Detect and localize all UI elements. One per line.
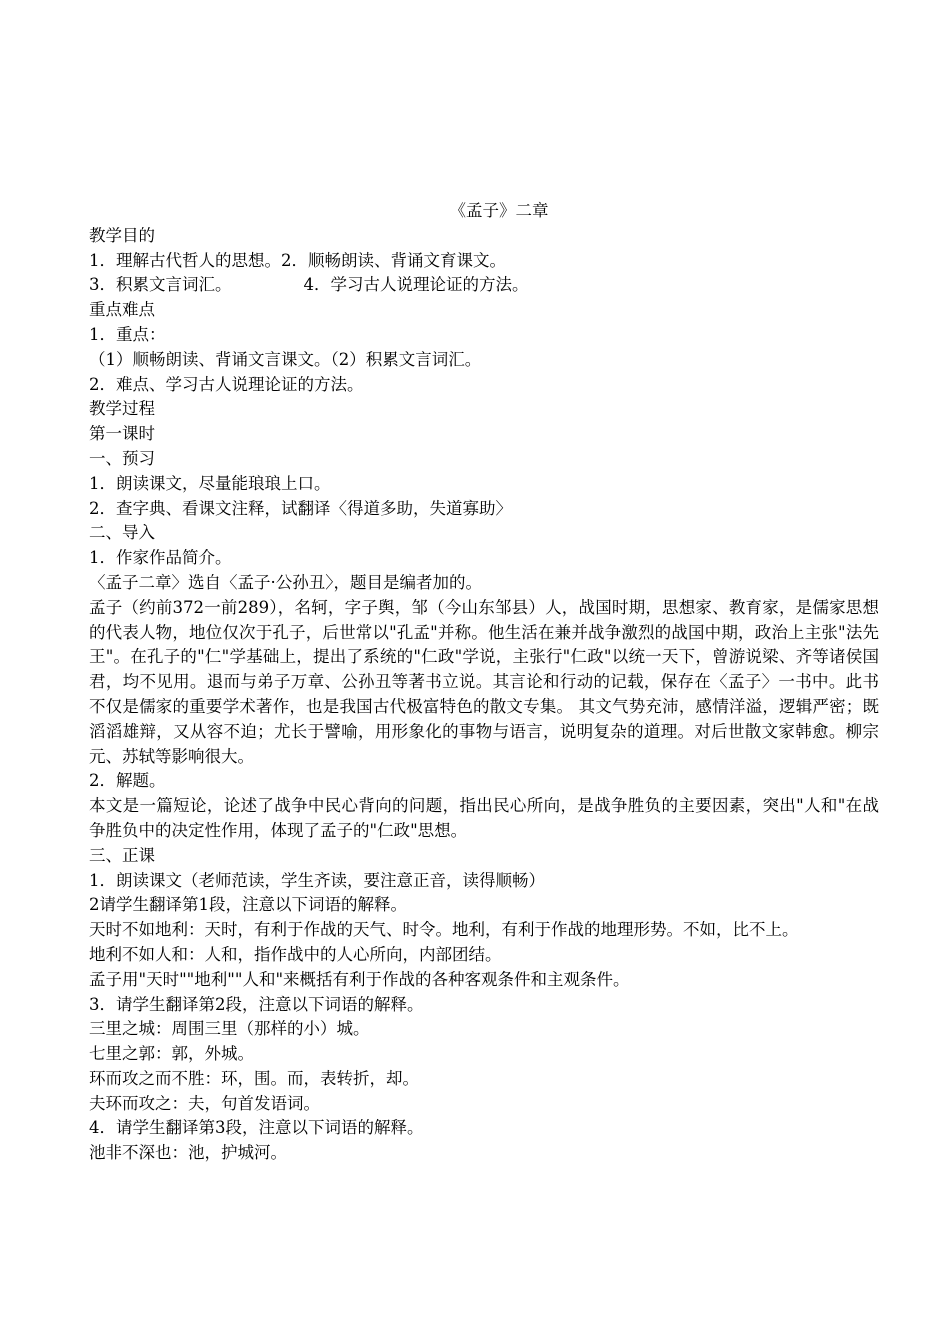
lesson-step-4: 4．请学生翻译第3段，注意以下词语的解释。: [89, 1118, 424, 1138]
vocab-note-8: 池非不深也：池，护城河。: [89, 1143, 287, 1163]
theme-paragraph: 本文是一篇短论，论述了战争中民心背向的问题，指出民心所向，是战争胜负的主要因素，突出"人和"在战争胜负中的决定性作用，体现了孟子的"仁政"思想。: [89, 796, 879, 840]
key-point-items: （1）顺畅朗读、背诵文言课文。（2）积累文言词汇。: [89, 349, 482, 369]
vocab-note-3: 孟子用"天时""地利""人和"来概括有利于作战的各种客观条件和主观条件。: [89, 969, 630, 989]
goal-line-2: [89, 273, 879, 298]
lesson-heading: 第一课时: [89, 424, 155, 444]
vocab-note-4: 三里之城：周围三里（那样的小）城。: [89, 1019, 370, 1039]
vocab-note-7: 夫环而攻之：夫，句首发语词。: [89, 1093, 320, 1113]
source-line: 〈孟子二章〉选自〈孟子·公孙丑〉，题目是编者加的。: [89, 572, 482, 592]
part-heading-preview: 一、预习: [89, 448, 155, 468]
lesson-step-1: 1．朗读课文（老师范读，学生齐读，要注意正音，读得顺畅）: [89, 870, 545, 890]
goal-line-1: 1．理解古代哲人的思想。2．顺畅朗读、背诵文育课文。: [89, 250, 506, 270]
preview-item-1: 1．朗读课文，尽量能琅琅上口。: [89, 473, 331, 493]
author-paragraph: 孟子（约前372一前289），名轲，字子舆，邹（今山东邹县）人，战国时期，思想家、教育家，是儒家思想的代表人物，地位仅次于孔子，后世常以"孔孟"并称。他生活在兼并战争激烈的战国中期，政治上主张"法先王"。在孔子的"仁"学基础上，提出了系统的"仁政"学说，主张行"仁政"以统一天下，曾游说梁、齐等诸侯国君，均不见用。退而与弟子万章、公孙丑等著书立说。其言论和行动的记载，保存在〈孟子〉一书中。此书不仅是儒家的重要学术著作，也是我国古代极富特色的散文专集。 其文气势充沛，感情洋溢，逻辑严密；既滔滔雄辩，又从容不迫；尤长于譬喻，用形象化的事物与语言，说明复杂的道理。对后世散文家韩愈。柳宗元、苏轼等影响很大。: [89, 597, 879, 766]
vocab-note-1: 天时不如地利：天时，有利于作战的天气、时令。地利，有利于作战的地理形势。不如，比不上。: [89, 920, 799, 940]
intro-item-1: 1．作家作品简介。: [89, 548, 232, 568]
vocab-note-6: 环而攻之而不胜：环，围。而，表转折，却。: [89, 1068, 419, 1088]
lesson-step-3: 3．请学生翻译第2段，注意以下词语的解释。: [89, 994, 424, 1014]
section-heading-process: 教学过程: [89, 399, 155, 419]
intro-item-2: 2．解题。: [89, 771, 166, 791]
section-heading-goals: 教学目的: [89, 225, 155, 245]
section-heading-key-points: 重点难点: [89, 300, 155, 320]
lesson-step-2: 2请学生翻译第1段，注意以下词语的解释。: [89, 895, 407, 915]
vocab-note-5: 七里之郭：郭，外城。: [89, 1044, 254, 1064]
preview-item-2: 2．查字典、看课文注释，试翻译〈得道多助，失道寡助〉: [89, 498, 512, 518]
key-point-heading: 1．重点：: [89, 324, 166, 344]
difficulty-line: 2．难点、学习古人说理论证的方法。: [89, 374, 364, 394]
goal-3: 3．积累文言词汇。: [89, 275, 232, 295]
document-page: [89, 199, 879, 1166]
vocab-note-2: 地利不如人和：人和，指作战中的人心所向，内部团结。: [89, 944, 502, 964]
goal-4: 4．学习古人说理论证的方法。: [303, 275, 529, 295]
part-heading-intro: 二、导入: [89, 523, 155, 543]
document-title: 《孟子》二章: [449, 201, 549, 220]
part-heading-lesson: 三、正课: [89, 845, 155, 865]
